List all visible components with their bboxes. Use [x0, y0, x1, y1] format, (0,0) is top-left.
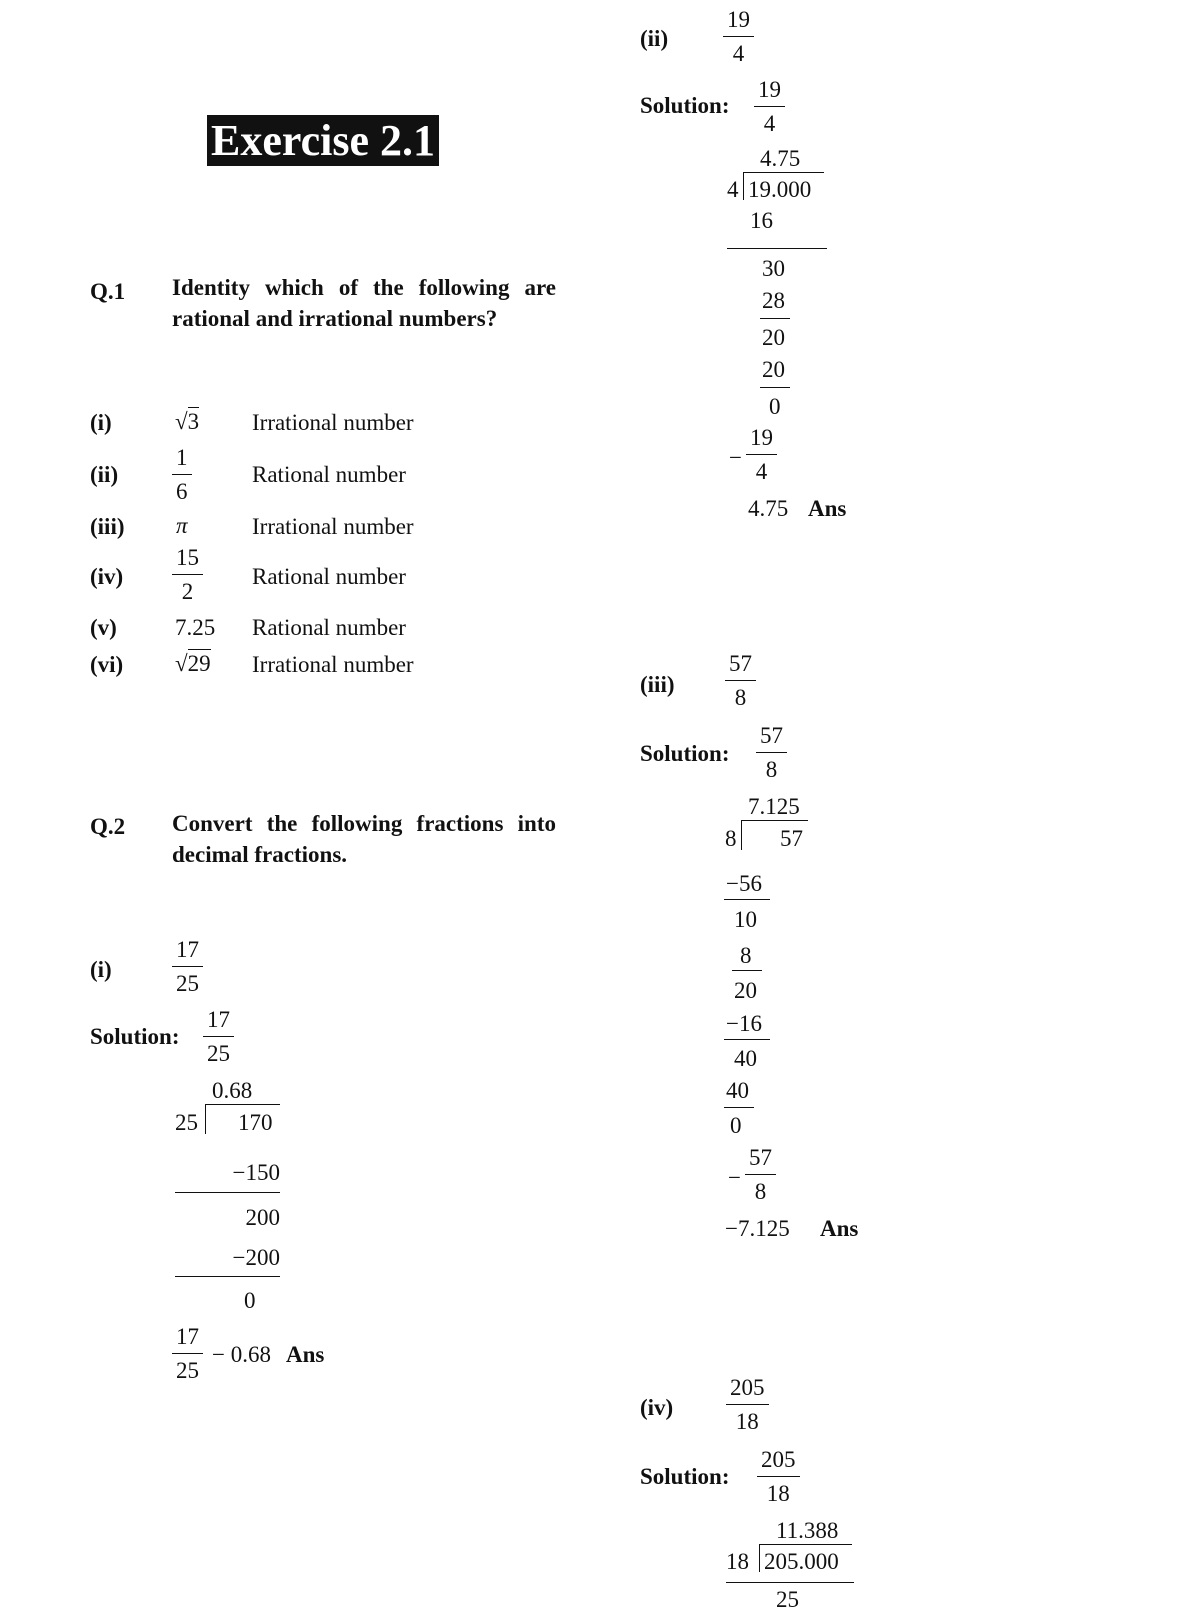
numerator: 17	[207, 1007, 230, 1032]
q1-value-7-25: 7.25	[175, 615, 216, 640]
denominator: 25	[176, 1358, 199, 1383]
q2-roman-ii: (ii)	[640, 26, 669, 51]
numerator: 19	[758, 77, 781, 102]
q2-i-solution-label: Solution:	[90, 1024, 180, 1049]
radicand: 29	[187, 651, 211, 676]
q2-iii-step: −56	[726, 871, 762, 896]
denominator: 4	[755, 459, 768, 484]
denominator: 8	[734, 685, 747, 710]
q2-ii-step: 30	[762, 256, 785, 281]
q2-iii-final-value: −7.125	[725, 1216, 790, 1241]
q2-iv-quotient: 11.388	[776, 1518, 839, 1543]
q2-text: Convert the following fractions into decimal fractions.	[172, 811, 556, 867]
q1-answer-v: Rational number	[252, 615, 406, 640]
q2-iv-solution-fraction	[757, 1448, 800, 1505]
q1-pi: π	[176, 513, 188, 538]
q2-ii-final-value: 4.75	[748, 496, 789, 521]
q2-iii-step: 40	[734, 1046, 757, 1071]
denominator: 8	[765, 757, 778, 782]
denominator: 4	[732, 41, 745, 66]
q2-iii-final-fraction	[745, 1146, 776, 1203]
q2-i-step: 200	[245, 1205, 280, 1230]
q2-roman-iv: (iv)	[640, 1395, 674, 1420]
q1-roman-v: (v)	[90, 615, 117, 640]
q2-roman-iii: (iii)	[640, 672, 675, 697]
q2-i-final-eq: − 0.68	[212, 1342, 271, 1367]
sqrt-symbol: √	[175, 409, 188, 434]
denominator: 2	[181, 579, 194, 604]
radicand: 3	[187, 409, 200, 434]
q1-roman-vi: (vi)	[90, 652, 124, 677]
q1-answer-ii: Rational number	[252, 462, 406, 487]
q2-ii-dividend: 19.000	[748, 177, 812, 202]
q2-ii-solution-fraction	[754, 78, 785, 135]
denominator: 8	[754, 1179, 767, 1204]
q2-iii-step: 0	[730, 1113, 742, 1138]
q1-answer-iv: Rational number	[252, 564, 406, 589]
q2-iv-division-bracket	[759, 1544, 760, 1572]
q1-roman-iii: (iii)	[90, 514, 125, 539]
numerator: 205	[730, 1375, 765, 1400]
q2-ii-step-line	[760, 387, 790, 388]
q2-iii-step-line	[724, 1039, 770, 1040]
q2-iii-step: 20	[734, 978, 757, 1003]
q2-ii-step-line	[727, 248, 827, 249]
q2-ii-final-sign: −	[729, 445, 742, 470]
q2-iv-fraction	[726, 1376, 769, 1433]
numerator: 1	[176, 445, 188, 470]
q2-i-step-line	[175, 1276, 280, 1277]
q2-ii-division-bar	[744, 172, 824, 173]
denominator: 25	[207, 1041, 230, 1066]
denominator: 18	[766, 1481, 790, 1506]
q2-iii-step-line	[724, 1107, 754, 1108]
q2-i-fraction	[172, 938, 203, 995]
q2-ii-ans: Ans	[808, 496, 847, 521]
q1-text: Identity which of the following are rational and irrational numbers?	[172, 275, 556, 331]
denominator: 6	[176, 479, 188, 504]
q2-iv-divisor: 18	[726, 1549, 749, 1574]
q2-ii-step: 20	[762, 357, 785, 382]
q2-i-divisor: 25	[175, 1110, 198, 1135]
q2-ii-fraction	[723, 8, 754, 65]
q1-roman-i: (i)	[90, 410, 112, 435]
q2-i-step: −150	[232, 1160, 280, 1185]
q2-i-ans: Ans	[286, 1342, 325, 1367]
q2-iv-division-bar	[760, 1544, 852, 1545]
q1-answer-iii: Irrational number	[252, 514, 414, 539]
q2-ii-step: 16	[750, 208, 773, 233]
numerator: 17	[176, 1324, 199, 1349]
q2-iii-division-bar	[742, 820, 808, 821]
q2-iv-solution-label: Solution:	[640, 1464, 730, 1489]
q2-iii-quotient: 7.125	[748, 794, 800, 819]
q2-iii-ans: Ans	[820, 1216, 859, 1241]
q2-ii-step: 0	[769, 394, 781, 419]
q2-i-dividend: 170	[238, 1110, 273, 1135]
q2-roman-i: (i)	[90, 957, 112, 982]
numerator: 205	[761, 1447, 796, 1472]
numerator: 17	[176, 937, 199, 962]
numerator: 19	[727, 7, 750, 32]
q1-roman-iv: (iv)	[90, 564, 124, 589]
q2-iv-step: 25	[776, 1587, 799, 1612]
q2-iii-step-line	[724, 899, 770, 900]
q2-ii-step: 20	[762, 325, 785, 350]
q2-iv-dividend: 205.000	[764, 1549, 839, 1574]
q2-ii-divisor: 4	[727, 177, 739, 202]
q2-iii-division-bracket	[741, 820, 742, 850]
denominator: 25	[176, 971, 199, 996]
q2-ii-division-bracket	[743, 172, 744, 200]
q1-fraction-1-6	[172, 446, 192, 503]
q1-label: Q.1	[90, 279, 126, 304]
q2-ii-solution-label: Solution:	[640, 93, 730, 118]
denominator: 18	[735, 1409, 759, 1434]
q2-i-division-bar	[206, 1104, 280, 1105]
exercise-title: Exercise 2.1	[207, 115, 439, 166]
q1-sqrt-3	[175, 410, 199, 433]
q2-iii-step-line	[732, 970, 762, 971]
q2-iii-solution-fraction	[756, 724, 787, 781]
q2-iii-step: 40	[726, 1078, 749, 1103]
q2-iii-solution-label: Solution:	[640, 741, 730, 766]
q2-iii-step: −16	[726, 1011, 762, 1036]
q2-iii-fraction	[725, 652, 756, 709]
q2-i-final-fraction	[172, 1325, 203, 1382]
q2-iii-dividend: 57	[780, 826, 803, 851]
q1-sqrt-29	[175, 652, 211, 675]
q2-iii-step: 8	[740, 943, 752, 968]
q1-fraction-15-2	[172, 546, 203, 603]
sqrt-symbol: √	[175, 651, 188, 676]
q2-i-solution-fraction	[203, 1008, 234, 1065]
q2-iii-final-sign: −	[728, 1165, 741, 1190]
q2-iv-step-line	[726, 1582, 854, 1583]
numerator: 15	[176, 545, 199, 570]
q2-ii-final-fraction	[746, 426, 777, 483]
q1-answer-vi: Irrational number	[252, 652, 414, 677]
q2-ii-quotient: 4.75	[760, 146, 801, 171]
denominator: 4	[763, 111, 776, 136]
q2-i-division-bracket	[205, 1104, 206, 1134]
q2-i-step: 0	[244, 1288, 256, 1313]
numerator: 19	[750, 425, 773, 450]
numerator: 57	[760, 723, 783, 748]
q2-i-step: −200	[232, 1245, 280, 1270]
q2-ii-step-line	[760, 318, 790, 319]
q2-i-quotient: 0.68	[212, 1078, 253, 1103]
q2-iii-step: 10	[734, 907, 757, 932]
q2-label: Q.2	[90, 814, 126, 839]
numerator: 57	[729, 651, 752, 676]
numerator: 57	[749, 1145, 772, 1170]
q2-ii-step: 28	[762, 288, 785, 313]
q1-answer-i: Irrational number	[252, 410, 414, 435]
q2-i-step-line	[175, 1192, 280, 1193]
q2-iii-divisor: 8	[725, 826, 737, 851]
q1-roman-ii: (ii)	[90, 462, 119, 487]
